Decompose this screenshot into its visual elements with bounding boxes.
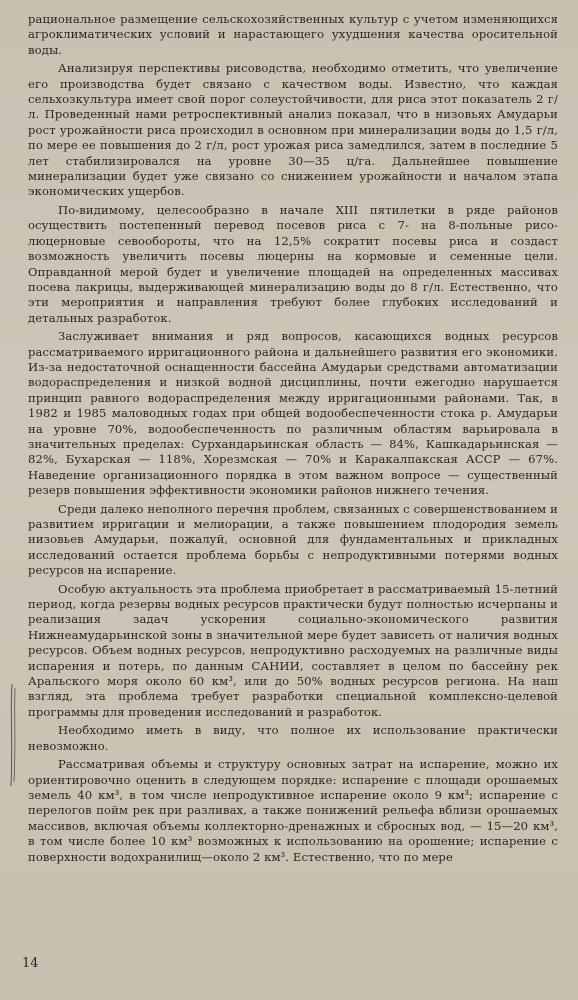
page-number: 14	[22, 956, 39, 971]
paragraph-6: Особую актуальность эта проблема приобретает в рассматриваемый 15-летний период, когда резервы водных ресурсов практически будут полностью исчерпаны и реализация задач ускорения социально-экономического развития Нижнеамударьинской зоны в значительной мере будет зависеть от наличия водных ресурсов. Объем водных ресурсов, непродуктивно расходуемых на различные виды испарения и потерь, по данным САНИИ, составляет в целом по бассейну рек Аральского моря около 60 км³, или до 50% водных ресурсов региона. На наш взгляд, эта проблема требует разработки специальной комплексно-целевой программы для проведения исследований и разработок.	[28, 581, 558, 719]
paragraph-2: Анализируя перспективы рисоводства, необходимо отметить, что увеличение его производства будет связано с качеством воды. Известно, что каждая сельхозкультура имеет свой порог солеустойчивости, для риса этот показатель 2 г/л. Проведенный нами ретроспективный анализ показал, что в низовьях Амударьи рост урожайности риса происходил в основном при минерализации воды до 1,5 г/л, по мере ее повышения до 2 г/л, рост урожая риса замедлился, затем в последние 5 лет стабилизировался на уровне 30—35 ц/га. Дальнейшее повышение минерализации будет уже связано со снижением урожайности и началом этапа экономических ущербов.	[28, 61, 558, 199]
paragraph-5: Среди далеко неполного перечня проблем, связанных с совершенствованием и развитием ирригации и мелиорации, а также повышением плодородия земель низовьев Амударьи, пожалуй, основной для фундаментальных и прикладных исследований остается проблема борьбы с непродуктивными потерями водных ресурсов на испарение.	[28, 501, 558, 578]
paragraph-7: Необходимо иметь в виду, что полное их использование практически невозможно.	[28, 723, 558, 753]
paragraph-8: Рассматривая объемы и структуру основных затрат на испарение, можно их ориентировочно оценить в следующем порядке: испарение с площади орошаемых земель 40 км³, в том числе непродуктивное испарение около 9 км³; испарение с перелогов пойм рек при разливах, а также понижений рельефа вблизи орошаемых массивов, включая объемы коллекторно-дренажных и сбросных вод, — 15—20 км³, в том числе более 10 км³ возможных к использованию на орошение; испарение с поверхности водохранилищ—около 2 км³. Естественно, что по мере	[28, 757, 558, 864]
paragraph-1: рациональное размещение сельскохозяйственных культур с учетом изменяющихся агроклиматических условий и нарастающего ухудшения качества оросительной воды.	[28, 12, 558, 57]
paragraph-3: По-видимому, целесообразно в начале XIII пятилетки в ряде районов осуществить постепенный перевод посевов риса с 7- на 8-польные рисо-люцерновые севообороты, что на 12,5% сократит посевы риса и создаст возможность увеличить посевы люцерны на кормовые и семенные цели. Оправданной мерой будет и увеличение площадей на определенных массивах посева лакрицы, выдерживающей минерализацию воды до 8 г/л. Естественно, что эти мероприятия и направления требуют более глубоких исследований и детальных разработок.	[28, 202, 558, 325]
body-text	[28, 12, 558, 865]
paragraph-4: Заслуживает внимания и ряд вопросов, касающихся водных ресурсов рассматриваемого ирригационного района и дальнейшего развития его экономики. Из-за недостаточной оснащенности бассейна Амударьи средствами автоматизации водораспределения и низкой водной дисциплины, почти ежегодно нарушается принцип равного водораспределения между ирригационными районами. Так, в 1982 и 1985 маловодных годах при общей водообеспеченности стока р. Амударьи на уровне 70%, водообеспеченность по различным областям варьировала в значительных пределах: Сурхандарьинская область — 84%, Кашкадарьинская — 82%, Бухарская — 118%, Хорезмская — 70% и Каракалпакская АССР — 67%. Наведение организационного порядка в этом важном вопросе — существенный резерв повышения эффективности экономики районов нижнего течения.	[28, 329, 558, 498]
margin-pencil-mark	[8, 682, 18, 788]
